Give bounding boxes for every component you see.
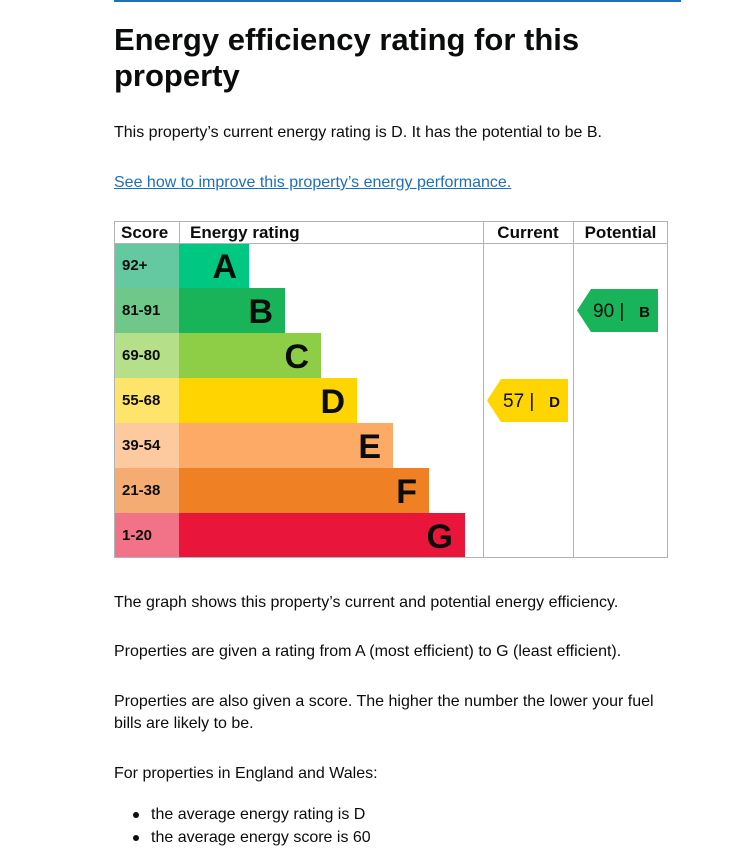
region-description: For properties in England and Wales: xyxy=(114,765,378,782)
rating-description: Properties are given a rating from A (most efficient) to G (least efficient). xyxy=(114,643,622,660)
current-rating-letter: D xyxy=(549,394,560,411)
rating-bar-f xyxy=(179,468,429,513)
rating-letter-c: C xyxy=(284,338,309,376)
list-item xyxy=(114,803,371,826)
score-label-d: 55-68 xyxy=(122,392,161,409)
current-rating-score: 57 | xyxy=(503,391,535,412)
average-rating-text: the average energy rating is D xyxy=(151,806,366,823)
page-title: Energy efficiency rating for this property xyxy=(114,22,580,93)
header-current: Current xyxy=(497,223,559,242)
rating-letter-g: G xyxy=(426,518,453,556)
current-rating-summary: This property’s current energy rating is D. It has the potential to be B. xyxy=(114,124,602,141)
average-score-text: the average energy score is 60 xyxy=(151,829,371,846)
header-score: Score xyxy=(121,223,169,242)
score-label-a: 92+ xyxy=(122,257,148,274)
rating-letter-d: D xyxy=(320,383,345,421)
score-label-b: 81-91 xyxy=(122,302,161,319)
energy-rating-chart xyxy=(114,221,668,558)
score-label-g: 1-20 xyxy=(122,527,153,544)
graph-description: The graph shows this property’s current and potential energy efficiency. xyxy=(114,594,619,611)
list-item xyxy=(114,826,371,849)
bullet-dot xyxy=(133,835,139,841)
potential-rating-letter: B xyxy=(639,304,650,321)
average-list xyxy=(114,803,371,849)
top-rule xyxy=(114,0,681,2)
rating-letter-e: E xyxy=(358,428,381,466)
score-description: Properties are also given a score. The higher the number the lower your fuel bills are likely to be. xyxy=(114,693,654,732)
bullet-dot xyxy=(133,812,139,818)
score-label-c: 69-80 xyxy=(122,347,161,364)
header-energy-rating: Energy rating xyxy=(190,223,300,242)
header-potential: Potential xyxy=(584,223,657,242)
score-label-e: 39-54 xyxy=(122,437,161,454)
rating-letter-a: A xyxy=(212,248,237,286)
potential-rating-score: 90 | xyxy=(593,301,625,322)
rating-letter-f: F xyxy=(396,473,417,511)
rating-bar-g xyxy=(179,513,465,558)
score-label-f: 21-38 xyxy=(122,482,161,499)
rating-letter-b: B xyxy=(248,293,273,331)
improve-energy-link[interactable]: See how to improve this property’s energy performance. xyxy=(114,174,512,191)
improve-link-row xyxy=(114,172,674,194)
energy-rating-graph xyxy=(114,221,668,558)
